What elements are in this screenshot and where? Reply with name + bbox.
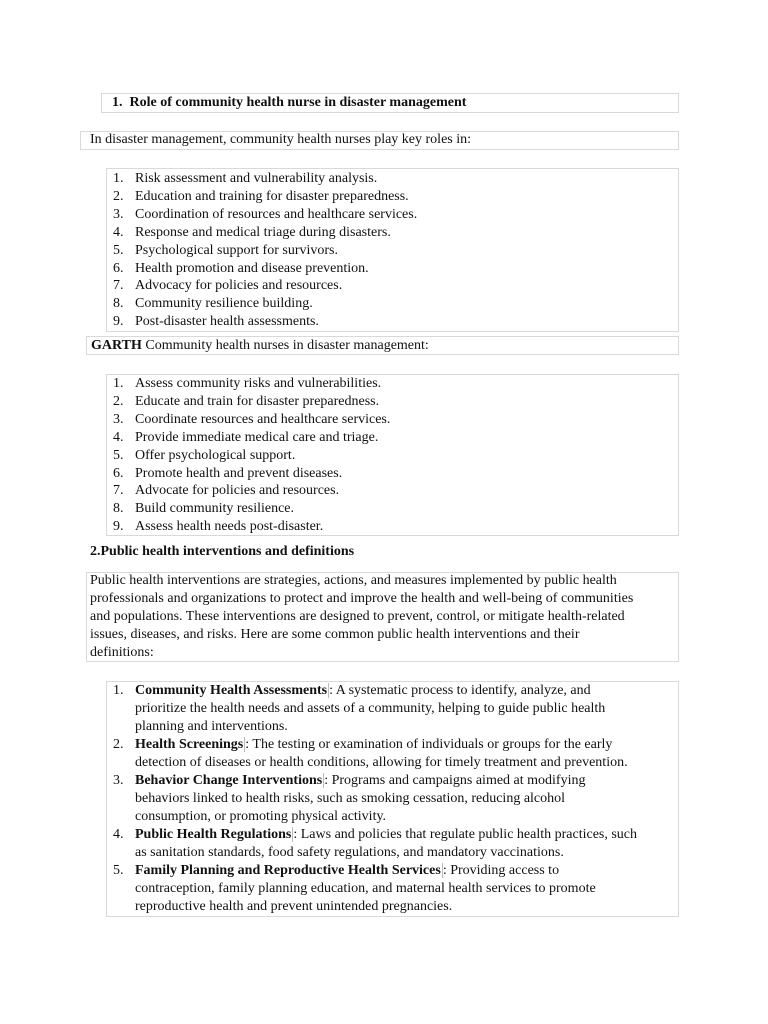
list-item: 1. Assess community risks and vulnerabilities. bbox=[113, 376, 382, 391]
intervention-term: Health Screenings bbox=[135, 737, 244, 752]
intervention-term: Behavior Change Interventions bbox=[135, 773, 323, 788]
list-item: 9. Assess health needs post-disaster. bbox=[113, 519, 324, 535]
list-item: 4. Provide immediate medical care and triage. bbox=[113, 429, 379, 445]
list-item: 4. Response and medical triage during disasters. bbox=[113, 224, 391, 240]
list-item: 3. Behavior Change Interventions : Programs and campaigns aimed at modifying behaviors linked to health risks, such as smoking cessation, reducing alcohol consumption, or promoting physical activity. bbox=[113, 773, 586, 824]
intervention-term: Family Planning and Reproductive Health Services bbox=[135, 863, 441, 878]
list-item: 2. Educate and train for disaster preparedness. bbox=[113, 393, 380, 409]
section2-heading: 2.Public health interventions and definitions bbox=[90, 544, 355, 559]
list-item: 2. Education and training for disaster preparedness. bbox=[113, 188, 409, 204]
list-item: 7. Advocate for policies and resources. bbox=[113, 483, 340, 499]
list-item: 3. Coordination of resources and healthcare services. bbox=[113, 206, 418, 222]
section1-heading-text: Role of community health nurse in disaster management bbox=[129, 95, 467, 110]
list-item: 5. Family Planning and Reproductive Health Services : Providing access to contraception, family planning education, and maternal health services to promote reproductive health and prevent unintended pregnancies. bbox=[113, 863, 596, 914]
list-item: 5. Psychological support for survivors. bbox=[113, 242, 338, 258]
intervention-term: Community Health Assessments bbox=[135, 683, 328, 698]
list-item: 8. Build community resilience. bbox=[113, 501, 295, 517]
list-item: 5. Offer psychological support. bbox=[113, 447, 296, 463]
list-item: 3. Coordinate resources and healthcare services. bbox=[113, 411, 391, 427]
section1-number: 1. bbox=[112, 95, 123, 110]
interventions-list bbox=[106, 682, 679, 916]
roles-list bbox=[106, 170, 679, 331]
garth-list bbox=[106, 375, 679, 536]
list-item: 7. Advocacy for policies and resources. bbox=[113, 278, 343, 294]
list-item: 4. Public Health Regulations : Laws and policies that regulate public health practices, such as sanitation standards, food safety regulations, and mandatory vaccinations. bbox=[113, 827, 638, 860]
list-item: 6. Promote health and prevent diseases. bbox=[113, 465, 343, 481]
garth-label: GARTH bbox=[91, 338, 142, 353]
list-item: 6. Health promotion and disease prevention. bbox=[113, 260, 369, 276]
list-item: 1. Risk assessment and vulnerability analysis. bbox=[113, 171, 378, 186]
list-item: 8. Community resilience building. bbox=[113, 296, 313, 312]
garth-line bbox=[91, 337, 429, 355]
section1-intro: In disaster management, community health nurses play key roles in: bbox=[90, 132, 472, 147]
list-item: 1. Community Health Assessments : A systematic process to identify, analyze, and prioritize the health needs and assets of a community, helping to guide public health planning and interventions. bbox=[113, 683, 606, 734]
section2-intro: Public health interventions are strategies, actions, and measures implemented by public health professionals and organizations to protect and improve the health and well-being of communities and populations. These interventions are designed to prevent, control, or mitigate health-related issues, diseases, and risks. Here are some common public health interventions and their definitions: bbox=[90, 573, 634, 660]
garth-text: Community health nurses in disaster management: bbox=[141, 338, 429, 353]
list-item: 2. Health Screenings : The testing or examination of individuals or groups for the early detection of diseases or health conditions, allowing for timely treatment and prevention. bbox=[113, 737, 628, 770]
section1-heading bbox=[112, 94, 466, 112]
intervention-term: Public Health Regulations bbox=[135, 827, 292, 842]
list-item: 9. Post-disaster health assessments. bbox=[113, 314, 319, 330]
